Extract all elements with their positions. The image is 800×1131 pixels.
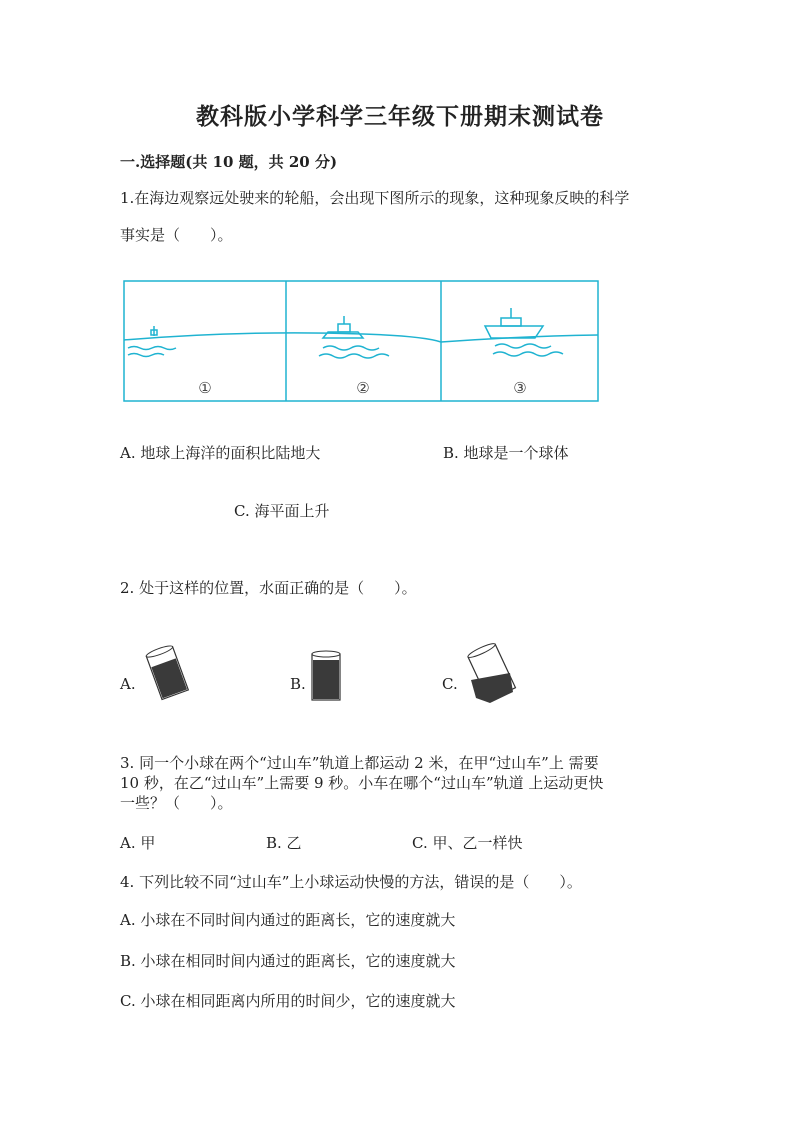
- tilted-cups-illustration: [118, 640, 538, 710]
- q3-stem-line3: 一些？（ ）。: [120, 794, 233, 812]
- wave: [319, 354, 389, 358]
- q1-option-a: A. 地球上海洋的面积比陆地大: [120, 444, 321, 462]
- q4-option-b: B. 小球在相同时间内通过的距离长，它的速度就大: [120, 952, 456, 970]
- ship-cabin-2: [338, 324, 350, 332]
- q2-label-b: B.: [290, 675, 306, 693]
- section-heading: 一.选择题(共 10 题，共 20 分): [120, 153, 338, 171]
- ship-cabin-3: [501, 318, 521, 326]
- wave: [493, 352, 563, 356]
- q1-option-b: B. 地球是一个球体: [443, 444, 569, 462]
- q2-label-c: C.: [442, 675, 458, 693]
- q1-option-c: C. 海平面上升: [234, 502, 330, 520]
- panel-label-1: ①: [198, 379, 212, 397]
- page-title: 教科版小学科学三年级下册期末测试卷: [196, 103, 604, 130]
- ship-horizon-illustration: [123, 280, 599, 402]
- q4-option-c: C. 小球在相同距离内所用的时间少，它的速度就大: [120, 992, 456, 1010]
- q4-stem: 4. 下列比较不同“过山车”上小球运动快慢的方法，错误的是（ ）。: [120, 873, 582, 891]
- panel-label-2: ②: [356, 379, 370, 397]
- q3-stem-line2: 10 秒，在乙“过山车”上需要 9 秒。小车在哪个“过山车”轨道 上运动更快: [120, 774, 604, 792]
- wave: [128, 354, 164, 357]
- cup-b: [312, 651, 340, 700]
- q3-option-a: A. 甲: [120, 834, 156, 852]
- cup-c: [467, 641, 516, 703]
- q2-stem: 2. 处于这样的位置，水面正确的是（ ）。: [120, 579, 417, 597]
- q1-stem-line1: 1.在海边观察远处驶来的轮船，会出现下图所示的现象，这种现象反映的科学: [120, 189, 630, 207]
- q2-cups-figure: [118, 640, 538, 710]
- q3-stem-line1: 3. 同一个小球在两个“过山车”轨道上都运动 2 米，在甲“过山车”上 需要: [120, 754, 599, 772]
- wave: [495, 344, 551, 348]
- q2-label-a: A.: [120, 675, 136, 693]
- panel-label-3: ③: [513, 379, 527, 397]
- q1-ship-figure: [123, 280, 599, 402]
- wave: [128, 347, 176, 350]
- q1-stem-line2: 事实是（ ）。: [120, 226, 233, 244]
- q3-option-b: B. 乙: [266, 834, 302, 852]
- cup-a: [145, 644, 188, 700]
- q3-option-c: C. 甲、乙一样快: [412, 834, 523, 852]
- q4-option-a: A. 小球在不同时间内通过的距离长，它的速度就大: [120, 911, 456, 929]
- wave: [323, 346, 379, 350]
